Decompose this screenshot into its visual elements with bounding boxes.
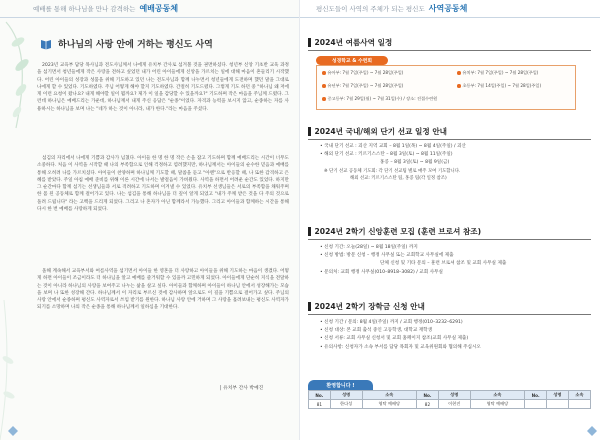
training-list	[320, 244, 590, 277]
mission-note: 해외 선교: 키르기스스탄 팀, 홍콩 팀(각 일정 참조)	[350, 176, 447, 182]
article-signature: | 유치부 간사 박예진	[220, 386, 264, 391]
schedule-item: 중고등부: 7월 29일(월) ~ 7월 31일(수) / 장소: 진접수련원	[322, 96, 437, 102]
table-header-cell: 소속	[568, 391, 590, 400]
page-marker-icon	[8, 426, 18, 436]
right-header	[300, 0, 600, 17]
scholarship-line: • 유의사항: 신청자가 소속 부서를 담당 목회자 및 교육위원회와 협의해 주십시오	[320, 344, 481, 350]
schedule-item: 유아부: 7월 7일(주일) ~ 7월 28일(주일)	[322, 70, 403, 76]
table-header-cell: 소속	[362, 391, 417, 400]
left-header-sub: 예배를 통해 하나님을 만나 감격하는	[33, 5, 136, 13]
scholarship-line: • 신청 대상: 본 교회 출석 중인 고등학생, 대학교 재학생	[320, 328, 433, 334]
scholarship-list	[320, 319, 590, 352]
article-title	[40, 37, 290, 50]
welcome-table	[308, 390, 591, 409]
left-header-main: 예배공동체	[139, 4, 179, 13]
table-cell	[525, 400, 547, 409]
training-line: • 신청 기간: 오늘(28일) ~ 8월 18일(주일) 까지	[320, 245, 418, 250]
section-divider	[308, 139, 591, 140]
schedule-item: 초등부: 7월 14일(주일) ~ 7월 28일(주일)	[457, 83, 541, 89]
table-cell	[546, 400, 568, 409]
table-header-cell: 성명	[546, 391, 568, 400]
training-line: • 문의처: 교회 행정 사무실(010–8918–3082) / 교회 사무실	[320, 269, 443, 275]
table-cell: 한다성	[330, 400, 362, 409]
mission-note: ※ 단기 선교 공동체 기도회: 각 단기 선교팀 별로 매주 모여 기도합니다.	[324, 168, 461, 174]
right-header-divider	[300, 17, 600, 18]
left-header-divider	[0, 17, 300, 18]
welcome-table-header-row	[309, 391, 591, 400]
mission-line: • 해외 단기 선교 : 키르기스스탄 – 8월 3일(토) ~ 8월 11일(주일)	[320, 152, 453, 158]
article-paragraph-1: 2023년 교육부 담당 목사님과 전도사님께서 나에게 유치부 간사로 섬겨볼 것을 권면하셨다. 청년부 신앙 기초반 교육 과정을 섬기면서 청년들에게 작은 사랑을 전하고 싶었던 내가 어린 아이들에게 신앙을 가르치는 일에 대해 마음이 흔들리기 시작했다. 어린 아이들의 성장과 성품을 위해 기도하고 있던 나는 전도사님과 함께 나누면서 청년들에게 도전하며 했던 말을 그대로 나에게 할 수 있었다. 기도하였다. 주님 어떻게 해야 할지 기도하였다. 간절히 기도드렸다. 그렇게 기도 하던 중 "하나님 왜 저에게 이런 요청이 왔나요? 내게 해야할 일이 뭘까요? 제가 이 일을 감당할 수 있을까요?" 기도하며 작은 마음을 주님께 드렸다. 그런데 하나님은 예배드리는 가운데, 하나님께서 내게 주신 응답은 "순종"이었다. 자격과 능력을 보시지 않고, 순종하는 자를 사용하시는 하나님을 보며 나는 "네가 하는 것이 아니라, 내가 한다."라는 마음을 주셨다.	[37, 63, 289, 112]
table-header-cell: No.	[309, 391, 331, 400]
table-cell: 영탁 예배당	[362, 400, 417, 409]
leaf-decoration-icon	[2, 20, 32, 130]
training-line: 단체 신청 및 기타 문의 – 훈련 브로셔 참조 및 교회 사무실 제출	[380, 261, 507, 267]
bottom-decoration-icon	[0, 300, 30, 440]
right-header-sub: 평신도들이 사역의 주체가 되는 평신도	[316, 5, 425, 13]
scholarship-line: • 신청 기간 / 문의: 8월 4일(주일) 까지 / 교회 행정(010–3232–6291)	[320, 320, 463, 325]
right-page	[300, 0, 600, 440]
welcome-tab-label: 환영합니다 !	[308, 380, 373, 390]
section-training-title: 2024년 2학기 신앙훈련 모집 (훈련 브로셔 참조)	[308, 226, 481, 237]
book-icon	[40, 38, 52, 50]
table-header-cell: No.	[417, 391, 439, 400]
table-cell: 81	[309, 400, 331, 409]
schedule-item: 유치부: 7월 7일(주일) ~ 7월 28일(주일)	[457, 70, 538, 76]
section-divider	[308, 314, 591, 315]
section-divider	[308, 50, 591, 51]
section-scholarship-title: 2024년 2학기 장학금 신청 안내	[308, 301, 425, 312]
schedule-item: 유년부: 7월 7일(주일) ~ 7월 28일(주일)	[322, 83, 403, 89]
table-cell: 82	[417, 400, 439, 409]
scholarship-line: • 신청 서류: 교회 사무실 신청서 및 교회 홈페이지 참조(교회 사무실 제출)	[320, 336, 469, 342]
section-divider	[308, 239, 591, 240]
summer-schedule-box	[316, 65, 576, 110]
table-cell: 이현진	[438, 400, 470, 409]
table-cell: 영탁 예배당	[470, 400, 525, 409]
page-marker-icon	[587, 426, 597, 436]
left-header	[0, 0, 300, 17]
right-header-main: 사역공동체	[428, 4, 468, 13]
table-row	[309, 400, 591, 409]
mission-line: • 국내 단기 선교 : 괴산 지역 교회 – 8월 1일(목) ~ 8월 4일(주일) / 괴산	[320, 144, 466, 149]
table-header-cell: 소속	[470, 391, 525, 400]
table-header-cell: 성명	[330, 391, 362, 400]
summer-pill-label: 성경학교 & 수련회	[316, 56, 388, 65]
section-summer-title: 2024년 여름사역 일정	[308, 37, 392, 48]
article-paragraph-3: 올해 계속해서 교육부서와 여름사역을 섬기면서 아이들 한 영혼을 더 사랑하고 아이들을 위해 기도하는 마음이 생겼다. 어떻게 하면 아이들이 조금이라도 더 하나님을 알고 예배를 즐거워할 수 있을까 고민하게 되었다. 아이들에게 단순히 지식을 전달하는 것이 아니라 하나님의 사랑을 보여주고 나누는 삶을 살고 싶다. 아이들과 함께하며 아이들이 하나님 안에서 성장해가는 모습을 보며 나 또한 성장해 간다. 하나님께서 이 자리로 부르신 것에 감사하며 앞으로도 이 길을 기쁨으로 걸어가고 싶다. 주님의 사랑 안에서 순종하며 평신도 사역자로서 쓰임 받기를 원한다. 하나님 사랑 안에 거하며 그 사랑을 흘려보내는 평신도 사역자가 되기를 소망하며 나의 작은 순종을 통해 하나님께서 일하심을 기대한다.	[37, 269, 289, 311]
table-header-cell: No.	[525, 391, 547, 400]
article-paragraph-2: 섬김의 자리에서 나에게 기쁨과 감사가 넘쳤다. 아이들 한 명 한 명 작은 손을 잡고 기도하며 함께 예배드리는 시간이 너무도 소중하다. 처음 이 사역을 시작할 때 나의 부족함으로 인해 걱정하고 염려했지만, 하나님께서는 아이들의 순수한 믿음과 예배를 통해 오히려 나를 가르치셨다. 아이들이 찬양하며 하나님께 기도할 때, 말씀을 듣고 "아멘"으로 반응할 때, 나 또한 감격하고 은혜를 받았다. 주일 아침 예배 준비를 위해 이른 시간에 나서는 발걸음이 가벼웠다. 사역을 하면서 어려운 순간도 있었다. 하지만 그 순간마다 함께 섬기는 선생님들과 서로 격려하고 기도하며 이겨낼 수 있었다. 유치부 선생님들은 서로의 부족함을 채워주며 한 몸 된 공동체로 함께 걸어가고 있다. 나는 섬김을 통해 하나님을 더 깊이 알게 되었고 "내가 주께 받은 것을 다 주의 것으로 돌려 드립니다" 라는 고백을 드리게 되었다. 그리고 나 혼자가 아닌 함께라서 가능했다. 그리고 아이들과 함께하는 시간을 통해 다시 한 번 예배를 사랑하게 되었다.	[37, 156, 289, 213]
training-line: • 신청 방법: 방문 신청 – 행정 사무실 또는 교회학교 사무실에 제출	[320, 253, 454, 259]
article-title-text: 하나님의 사랑 안에 거하는 평신도 사역	[58, 40, 213, 50]
section-mission-title: 2024년 국내/해외 단기 선교 일정 안내	[308, 126, 447, 137]
mission-list	[320, 143, 590, 183]
table-cell	[568, 400, 590, 409]
mission-line: 홍콩 – 8월 3일(토) ~ 8월 9일(금)	[380, 160, 450, 166]
table-header-cell: 성명	[438, 391, 470, 400]
